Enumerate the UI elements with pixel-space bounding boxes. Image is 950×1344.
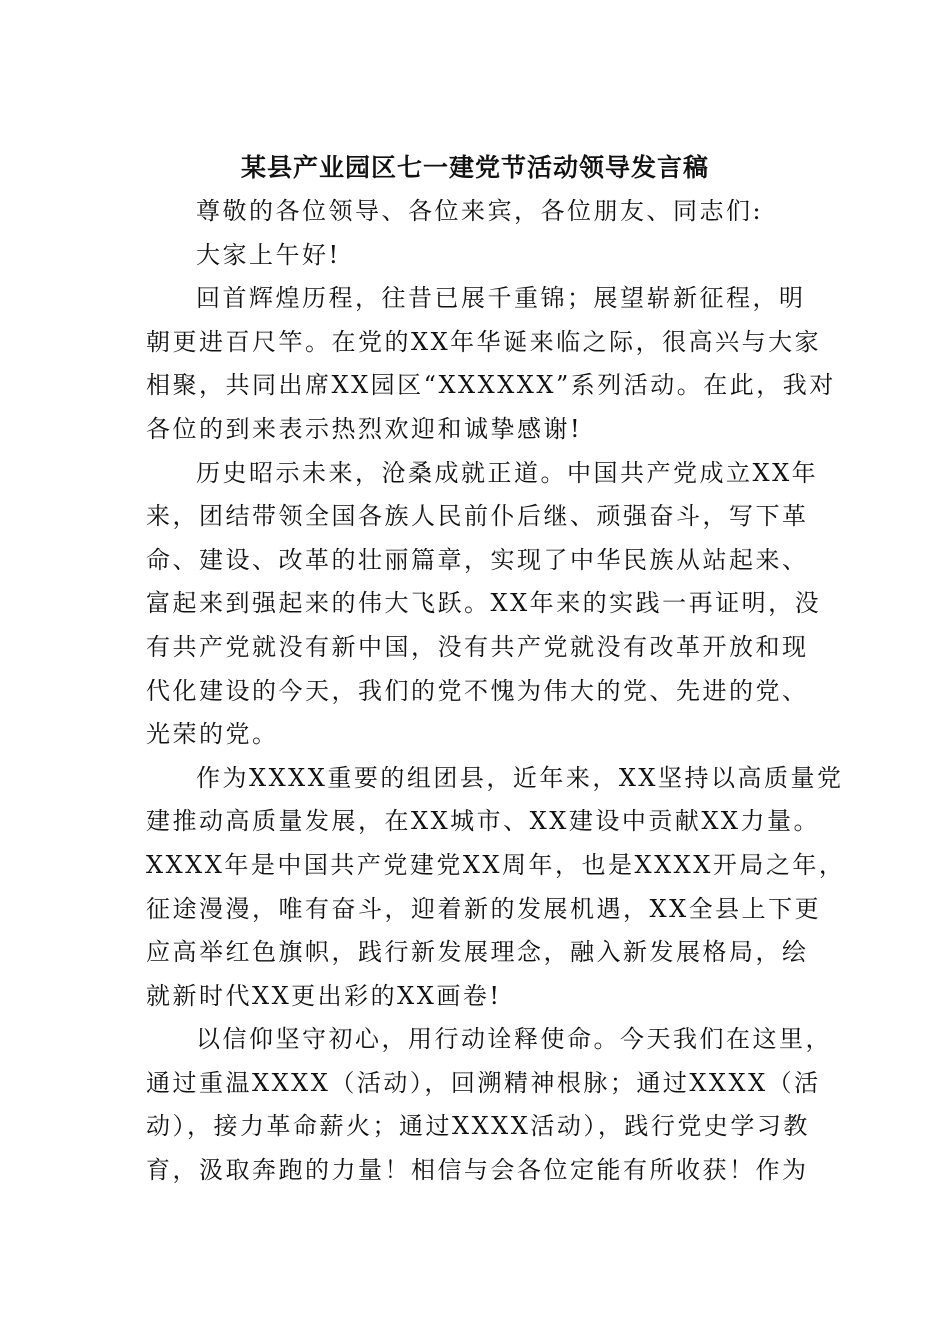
text-line: 光荣的党。 xyxy=(146,720,279,749)
text-line: 征途漫漫，唯有奋斗，迎着新的发展机遇，XX全县上下更 xyxy=(146,894,822,923)
text-line: 动），接力革命薪火；通过XXXX活动），践行党史学习教 xyxy=(146,1112,810,1141)
text-line: 就新时代XX更出彩的XX画卷! xyxy=(146,981,502,1010)
text-line: 以信仰坚守初心，用行动诠释使命。今天我们在这里， xyxy=(196,1025,832,1054)
text-line: 命、建设、改革的壮丽篇章，实现了中华民族从站起来、 xyxy=(146,545,809,574)
text-line: 来，团结带领全国各族人民前仆后继、顽强奋斗，写下革 xyxy=(146,502,809,531)
text-line: 大家上午好! xyxy=(196,240,341,269)
text-line: 育，汲取奔跑的力量！相信与会各位定能有所收获！作为 xyxy=(146,1156,809,1185)
text-line: 相聚，共同出席XX园区“XXXXXX”系列活动。在此，我对 xyxy=(146,371,836,400)
text-line: 历史昭示未来，沧桑成就正道。中国共产党成立XX年 xyxy=(196,458,819,487)
text-line: 富起来到强起来的伟大飞跃。XX年来的实践一再证明，没 xyxy=(146,589,822,618)
document-title: 某县产业园区七一建党节活动领导发言稿 xyxy=(240,153,709,182)
text-line: 作为XXXX重要的组团县，近年来，XX坚持以高质量党 xyxy=(196,763,844,792)
text-line: 代化建设的今天，我们的党不愧为伟大的党、先进的党、 xyxy=(146,676,809,705)
text-line: 尊敬的各位领导、各位来宾，各位朋友、同志们: xyxy=(196,197,764,225)
document-body xyxy=(146,190,846,1193)
text-line: 建推动高质量发展，在XX城市、XX建设中贡献XX力量。 xyxy=(146,807,821,836)
text-line: 应高举红色旗帜，践行新发展理念，融入新发展格局，绘 xyxy=(146,938,809,967)
text-line: 朝更进百尺竿。在党的XX年华诞来临之际，很高兴与大家 xyxy=(146,327,822,356)
text-line: XXXX年是中国共产党建党XX周年，也是XXXX开局之年， xyxy=(146,850,846,879)
text-line: 通过重温XXXX（活动），回溯精神根脉；通过XXXX（活 xyxy=(146,1068,821,1097)
text-line: 回首辉煌历程，往昔已展千重锦；展望崭新征程，明 xyxy=(196,284,806,313)
text-line: 有共产党就没有新中国，没有共产党就没有改革开放和现 xyxy=(146,632,809,661)
text-line: 各位的到来表示热烈欢迎和诚挚感谢! xyxy=(146,414,583,443)
